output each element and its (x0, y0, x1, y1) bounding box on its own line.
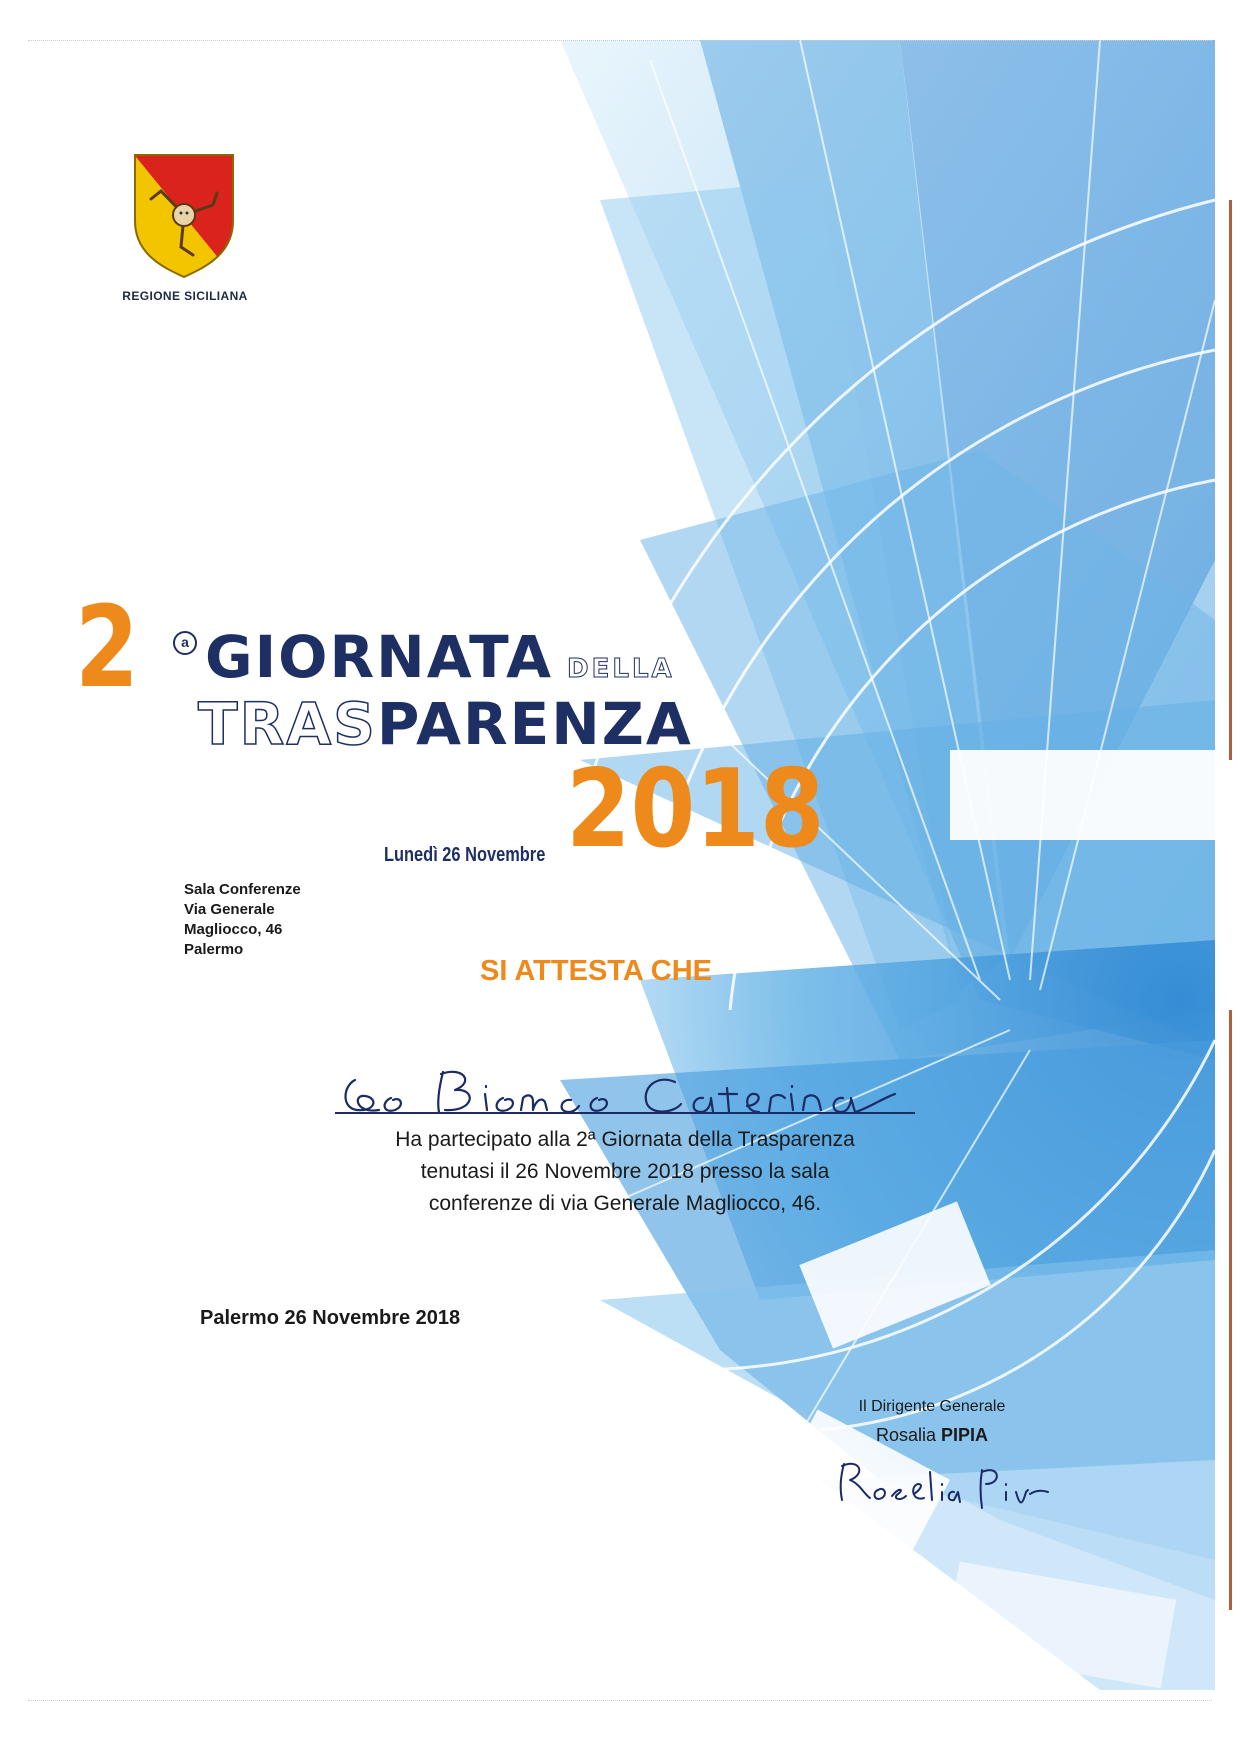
title-line-2 (198, 690, 693, 758)
venue-address (184, 880, 301, 960)
title-word-giornata: GIORNATA (205, 623, 554, 691)
certificate-body (300, 1124, 950, 1220)
signatory-last-name: PIPIA (941, 1425, 989, 1445)
event-date: Lunedì 26 Novembre (384, 844, 546, 866)
handwritten-signature (830, 1450, 1050, 1510)
handwritten-recipient-name (335, 1058, 910, 1118)
venue-line: Sala Conferenze (184, 881, 301, 898)
region-name: REGIONE SICILIANA (122, 289, 248, 303)
venue-line: Via Generale (184, 901, 275, 918)
venue-line: Magliocco, 46 (184, 921, 283, 938)
body-line: Ha partecipato alla 2ª Giornata della Trasparenza (395, 1128, 855, 1151)
scan-edge-mark (1229, 200, 1232, 760)
title-word-della: DELLA (567, 654, 675, 684)
top-border-line (28, 40, 1212, 41)
signatory-role: Il Dirigente Generale (858, 1398, 1006, 1415)
signature-text: Rosalia Pipia (830, 1508, 836, 1509)
body-line: tenutasi il 26 Novembre 2018 presso la sala (420, 1160, 830, 1183)
attestation-heading: SI ATTESTA CHE (480, 955, 712, 987)
title-line-1 (205, 623, 675, 691)
title-word-tras: TRAS (198, 690, 377, 758)
venue-line: Palermo (184, 941, 244, 958)
edition-superscript: a (173, 631, 197, 655)
event-year: 2018 (566, 747, 825, 872)
bottom-border-line (28, 1700, 1212, 1701)
title-word-parenza: PARENZA (376, 690, 693, 758)
trinacria-crest-icon (131, 151, 237, 281)
signatory-first-name: Rosalia (875, 1425, 936, 1445)
place-and-date: Palermo 26 Novembre 2018 (200, 1307, 461, 1329)
signatory-name (832, 1426, 1032, 1444)
recipient-name-text: Lo Bianco Caterina (335, 1116, 344, 1117)
name-underline (335, 1112, 915, 1114)
scan-edge-mark (1229, 1010, 1232, 1610)
edition-number: 2 (75, 583, 139, 713)
body-line: conferenze di via Generale Magliocco, 46. (428, 1192, 822, 1215)
